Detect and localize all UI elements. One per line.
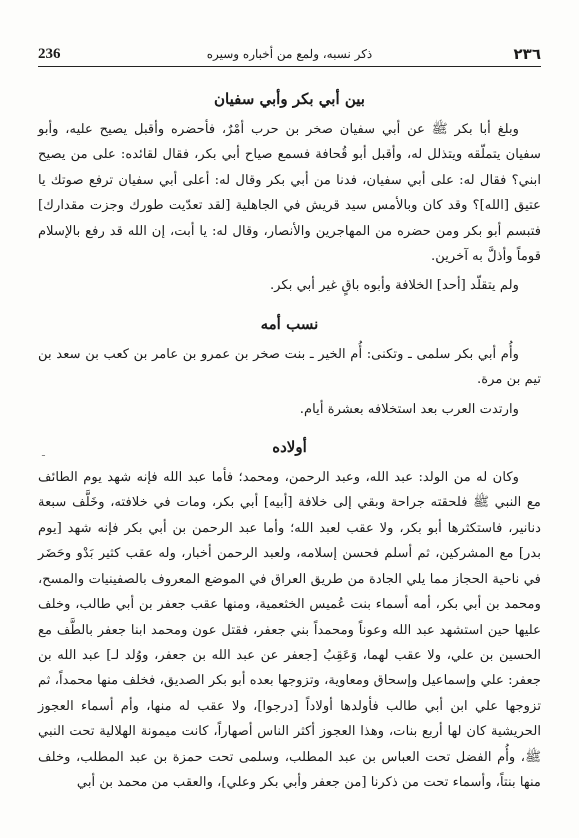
margin-mark: ـ (42, 448, 45, 459)
paragraph-mother-lineage: وأُم أبي بكر سلمى ـ وتكنى: أُم الخير ـ بنت صخر بن عمرو بن عامر بن كعب بن سعد بن تيم بن مرة. (38, 346, 541, 388)
paragraph-children: وكان له من الولد: عبد الله، وعبد الرحمن، ومحمد؛ فأما عبد الله فإنه شهد يوم الطائف مع النبي ﷺ فلحقته جراحة وبقي إلى خلافة [أبيه] أبي بكر، ومات في خلافته، وخَلَّف سبعة دنانير، فاستكثرها أبو بكر، ولا عقب لعبد الله؛ وأما عبد الرحمن بن أبي بكر فإنه شهد [يوم بدر] مع المشركين، ثم أسلم فحسن إسلامه، ولعبد الرحمن أخبار، وله عقب كثير بَدْو وحَضَر في ناحية الحجاز مما يلي الجادة من طريق العراق في الموضع المعروف بالصفينيات والمسح، ومحمد بن أبي بكر، أمه أسماء بنت عُميس الخثعمية، ومنها عقب جعفر بن أبي طالب، وخلف عليها حين استشهد عبد الله وعوناً ومحمداً بني جعفر، فقتل عون ومحمد ابنا جعفر بالطَّف مع الحسين بن علي، ولا عقب لهما، وَعَقِبُ [جعفر عن عبد الله بن جعفر، ووُلد لـ] عبد الله بن جعفر: علي وإسماعيل وإسحاق ومعاوية، وتزوجها بعده أبو بكر الصديق، فخلف منها محمداً، ثم تزوجها علي ابن أبي طالب فأولدها أولاداً [درجوا]، ولا عقب له منها، وأم أسماء العجوز الحريشية كان لها أربع بنات، وهذا العجوز أكثر الناس أصهاراً، كانت ميمونة الهلالية تحت النبي ﷺ، وأُم الفضل تحت العباس بن عبد المطلب، وسلمى تحت حمزة بن عبد المطلب، وخلف منها بنتاً، وأسماء تحت من ذكرنا [من جعفر وأبي بكر وعلي]، والعقب من محمد بن أبي (38, 470, 541, 790)
page-number-latin: 236 (38, 46, 61, 62)
paragraph-caliphate-note: ولم يتقلّد [أحد] الخلافة وأبوه باقٍ غير أبي بكر. (269, 278, 519, 294)
running-title: ذكر نسبه، ولمع من أخباره وسيره (206, 47, 373, 61)
page-number-arabic: ٢٣٦ (513, 45, 541, 63)
paragraph-apostasy-note: وارتدت العرب بعد استخلافه بعشرة أيام. (299, 401, 519, 417)
paragraph-abu-sufyan-story: وبلغ أبا بكر ﷺ عن أبي سفيان صخر بن حرب أمْرٌ، فأحضره وأقبل يصيح عليه، وأبو سفيان يتملّقه ويتذلل له، وأقبل أبو قُحافة فسمع صياح أبي بكر، فقال لقائده: على من يصيح ابني؟ فقال له: على أبي سفيان، فدنا من أبي بكر وقال له: أعلى أبي سفيان ترفع صوتك يا عتيق [الله]؟ وقد كان وبالأمس سيد قريش في الجاهلية [لقد تعدّيت طورك وجزت مقدارك] فتبسم أبو بكر ومن حضره من المهاجرين والأنصار، وقال له: يا أبت، إن الله قد رفع بالإسلام قوماً وأذلَّ به آخرين. (38, 122, 541, 265)
section-heading-mother-lineage: نسب أمه (260, 314, 319, 333)
page-body (38, 86, 541, 795)
page-header (38, 44, 541, 67)
section-heading-abu-sufyan: بين أبي بكر وأبي سفيان (214, 90, 365, 108)
section-heading-children: أولاده (272, 438, 307, 457)
